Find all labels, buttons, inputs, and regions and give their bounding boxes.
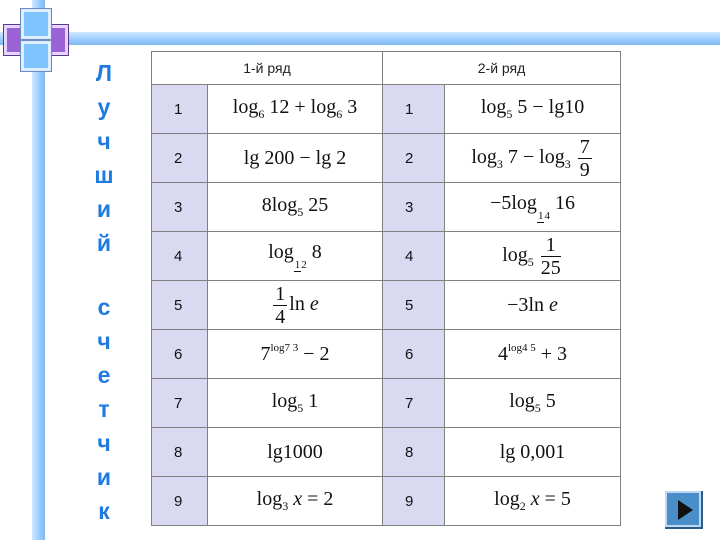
expression-cell: −3ln e	[445, 281, 621, 330]
vertical-word-best	[86, 56, 122, 260]
vertical-letter: ш	[94, 162, 114, 188]
vertical-letter: ч	[97, 328, 111, 354]
row-number: 6	[152, 330, 208, 379]
expression-cell: $\log_5 5$	[445, 379, 621, 428]
table-row	[152, 85, 621, 134]
expression-cell: $4^{log4 5} + 3$	[445, 330, 621, 379]
vertical-letter: и	[96, 464, 112, 490]
vertical-letter: т	[98, 396, 110, 422]
vertical-letter: и	[96, 196, 112, 222]
decor-square-top	[21, 9, 51, 39]
row-number: 1	[383, 85, 445, 134]
expression-cell: lg1000	[208, 428, 383, 477]
header-row1: 1-й ряд	[152, 52, 383, 85]
vertical-letter: у	[97, 94, 111, 120]
side-decor-bar	[32, 0, 45, 540]
table-row	[152, 183, 621, 232]
expression-cell: $\log_6 12 + \log_6 3$	[208, 85, 383, 134]
row-number: 7	[152, 379, 208, 428]
row-number: 4	[152, 232, 208, 281]
logarithm-table	[151, 51, 621, 526]
table-row	[152, 330, 621, 379]
expression-cell: log12 8	[208, 232, 383, 281]
expression-cell: lg 0,001	[445, 428, 621, 477]
table-row	[152, 232, 621, 281]
expression-cell: $\frac{1}{4}$ ln e	[208, 281, 383, 330]
table-row	[152, 281, 621, 330]
expression-cell: $\log_5$ $\frac{1}{25}$	[445, 232, 621, 281]
row-number: 8	[383, 428, 445, 477]
vertical-letter: е	[97, 362, 111, 388]
row-number: 3	[383, 183, 445, 232]
expression-cell: $\log_5 5 - \lg 10$	[445, 85, 621, 134]
expression-cell: $\log_3 7 - \log_3$ $\frac{7}{9}$	[445, 134, 621, 183]
decor-square-bottom	[21, 41, 51, 71]
row-number: 7	[383, 379, 445, 428]
row-number: 4	[383, 232, 445, 281]
row-number: 2	[383, 134, 445, 183]
row-number: 9	[152, 477, 208, 526]
vertical-word-counter	[86, 290, 122, 528]
vertical-letter: ч	[97, 430, 111, 456]
row-number: 8	[152, 428, 208, 477]
row-number: 2	[152, 134, 208, 183]
row-number: 5	[383, 281, 445, 330]
expression-cell: $7^{log7 3} - 2$	[208, 330, 383, 379]
play-arrow-icon	[678, 500, 693, 520]
vertical-letter: с	[97, 294, 111, 320]
expression-cell: lg 200 − lg 2	[208, 134, 383, 183]
header-row2: 2-й ряд	[383, 52, 621, 85]
vertical-letter: Л	[95, 60, 113, 86]
table-row	[152, 379, 621, 428]
vertical-letter: й	[96, 230, 112, 256]
expression-cell: $\log_2 x = 5$	[445, 477, 621, 526]
expression-cell: $\log_3 x = 2$	[208, 477, 383, 526]
top-decor-bar	[0, 32, 720, 45]
expression-cell: $\log_5 1$	[208, 379, 383, 428]
vertical-letter: ч	[97, 128, 111, 154]
row-number: 3	[152, 183, 208, 232]
table-row	[152, 477, 621, 526]
vertical-letter: к	[98, 498, 110, 524]
next-slide-button[interactable]	[665, 491, 701, 527]
row-number: 9	[383, 477, 445, 526]
row-number: 1	[152, 85, 208, 134]
table-row	[152, 428, 621, 477]
expression-cell: −5log14 16	[445, 183, 621, 232]
row-number: 5	[152, 281, 208, 330]
row-number: 6	[383, 330, 445, 379]
table-row	[152, 134, 621, 183]
expression-cell: $8\log_5$ 25	[208, 183, 383, 232]
